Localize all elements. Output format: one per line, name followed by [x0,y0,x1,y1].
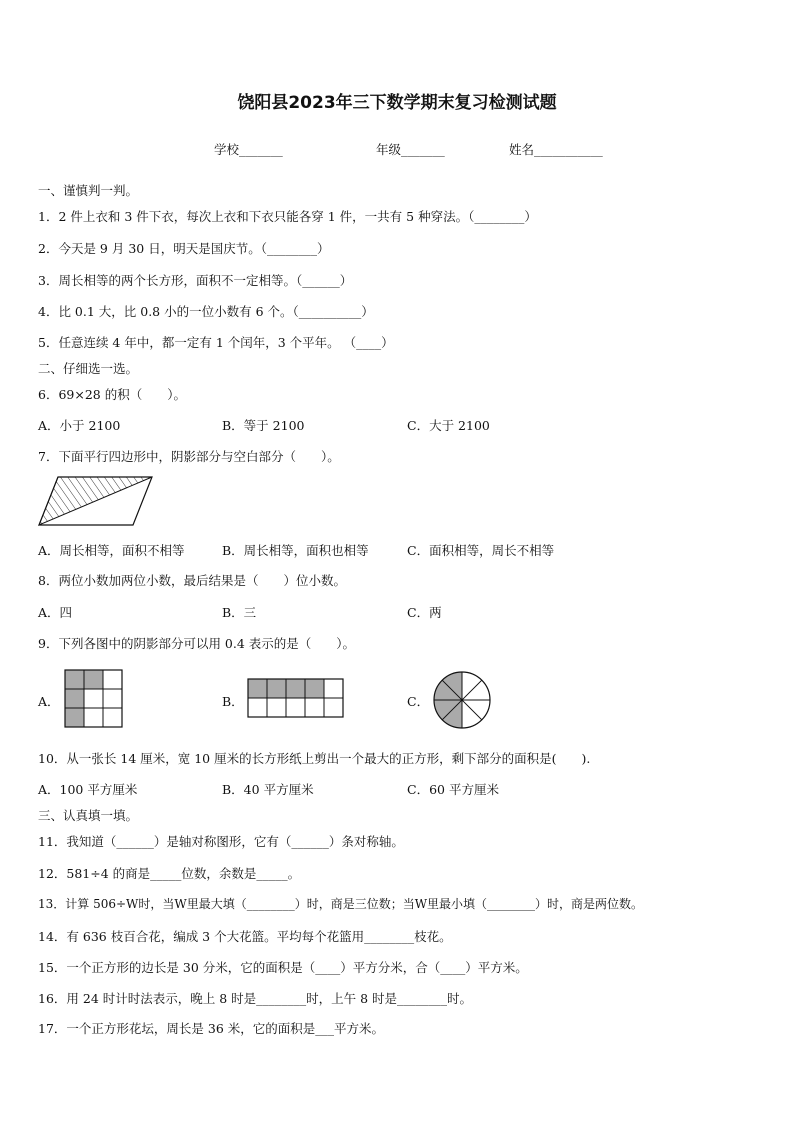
question-6: 6．69×28 的积（ ）。 [38,387,186,402]
shaded-triangle [39,477,152,525]
q7-option-b: B．周长相等，面积也相等 [222,543,369,558]
question-15: 15．一个正方形的边长是 30 分米，它的面积是（____）平方分米，合（____）平方米。 [38,960,528,975]
q6-option-b: B．等于 2100 [222,418,305,433]
name-field: 姓名___________ [509,142,603,157]
page-title: 饶阳县2023年三下数学期末复习检测试题 [237,93,557,113]
grade-field: 年级_______ [376,142,445,157]
question-13: 13．计算 506÷W时，当W里最大填（________）时，商是三位数；当W里最小填（________）时，商是两位数。 [38,897,644,911]
question-7: 7．下面平行四边形中，阴影部分与空白部分（ ）。 [38,449,340,464]
q10-option-c: C．60 平方厘米 [407,782,499,797]
question-11: 11．我知道（______）是轴对称图形，它有（______）条对称轴。 [38,834,404,849]
question-9: 9．下列各图中的阴影部分可以用 0.4 表示的是（ ）。 [38,636,356,651]
q9-option-c: C． [407,694,430,709]
question-16: 16．用 24 时计时法表示，晚上 8 时是________时，上午 8 时是________时。 [38,991,473,1006]
q10-option-b: B．40 平方厘米 [222,782,314,797]
q9-option-b: B． [222,694,244,709]
section-1-heading: 一、谨慎判一判。 [38,183,139,198]
q7-option-a: A．周长相等，面积不相等 [38,543,185,558]
q8-option-b: B．三 [222,605,257,620]
parallelogram-figure [36,474,156,528]
question-14: 14．有 636 枝百合花，编成 3 个大花篮。平均每个花篮用________枝花。 [38,929,452,944]
q8-option-a: A．四 [38,605,73,620]
q10-option-a: A．100 平方厘米 [38,782,138,797]
q6-option-a: A．小于 2100 [38,418,121,433]
q6-option-c: C．大于 2100 [407,418,490,433]
question-2: 2．今天是 9 月 30 日，明天是国庆节。（________） [38,241,330,256]
school-field: 学校_______ [214,142,283,157]
grid-2x5-figure [247,678,345,720]
question-1: 1．2 件上衣和 3 件下衣，每次上衣和下衣只能各穿 1 件，一共有 5 种穿法。（________） [38,209,537,224]
section-2-heading: 二、仔细选一选。 [38,361,139,376]
question-17: 17．一个正方形花坛，周长是 36 米，它的面积是___平方米。 [38,1021,385,1036]
question-12: 12．581÷4 的商是_____位数，余数是_____。 [38,866,301,881]
question-5: 5．任意连续 4 年中，都一定有 1 个闰年，3 个平年。 （____） [38,335,394,350]
section-3-heading: 三、认真填一填。 [38,808,139,823]
q8-option-c: C．两 [407,605,442,620]
q9-option-a: A． [38,694,60,709]
question-10: 10．从一张长 14 厘米，宽 10 厘米的长方形纸上剪出一个最大的正方形，剩下部分的面积是( ). [38,751,591,766]
question-8: 8．两位小数加两位小数，最后结果是（ ）位小数。 [38,573,346,588]
question-3: 3．周长相等的两个长方形，面积不一定相等。（______） [38,273,353,288]
q7-option-c: C．面积相等，周长不相等 [407,543,555,558]
circle-8-sectors-figure [432,670,492,730]
grid-3x3-figure [64,669,124,729]
question-4: 4．比 0.1 大，比 0.8 小的一位小数有 6 个。（__________） [38,304,374,319]
